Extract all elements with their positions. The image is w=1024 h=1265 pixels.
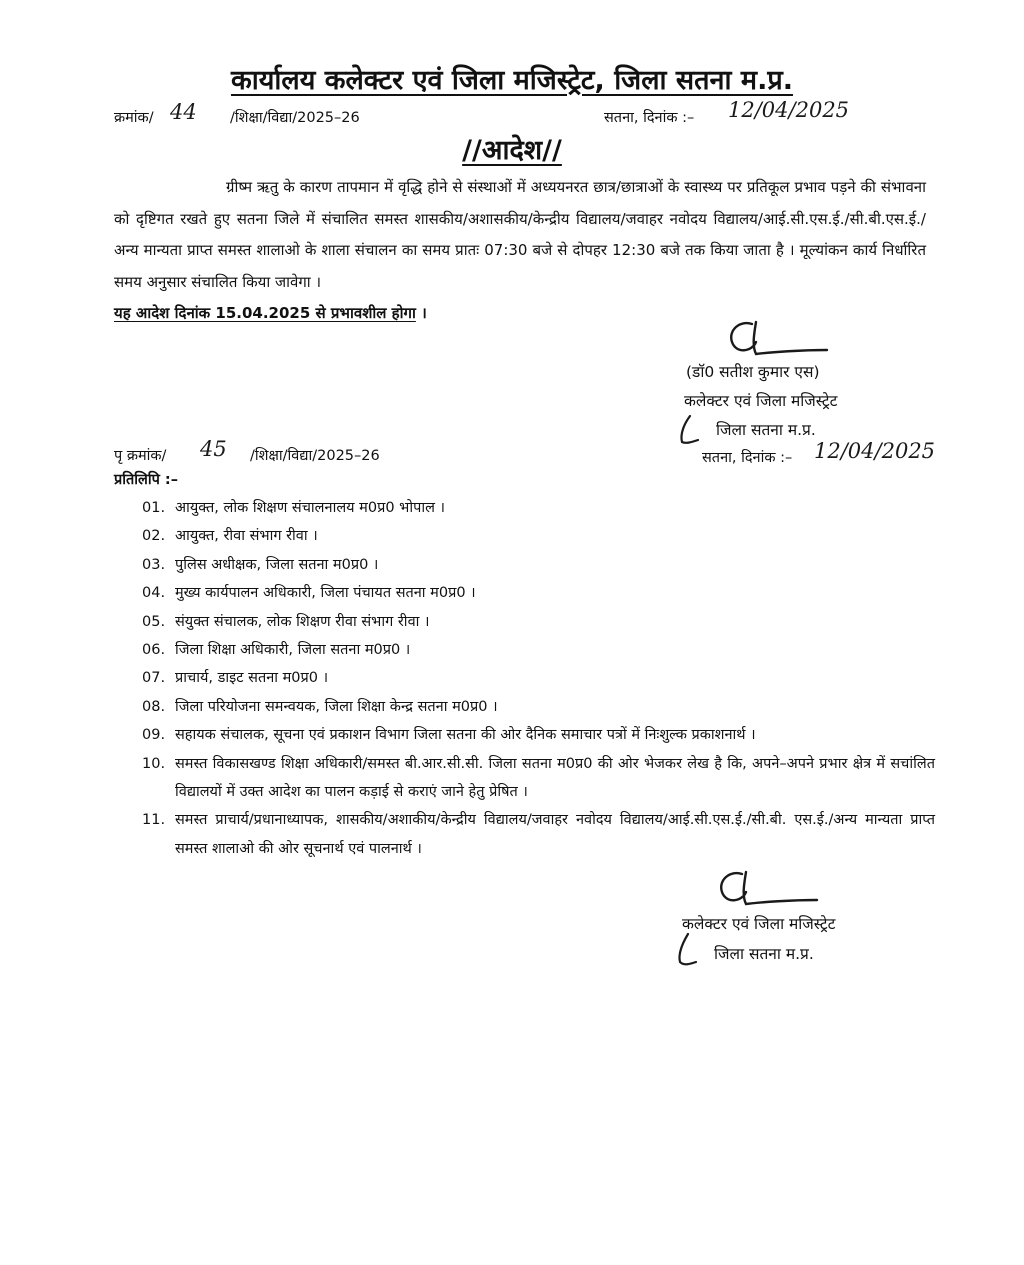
list-item <box>142 608 942 636</box>
signature-icon <box>712 866 822 912</box>
list-item <box>142 721 942 749</box>
signature-date-handwritten: 12/04/2025 <box>814 439 936 463</box>
initial-mark-icon <box>676 414 700 446</box>
list-item <box>142 494 942 522</box>
reference-suffix: /शिक्षा/विद्या/2025–26 <box>230 110 360 126</box>
signatory-designation-2: कलेक्टर एवं जिला मजिस्ट्रेट <box>682 915 836 933</box>
copy-reference-prefix: पृ क्रमांक/ <box>114 448 167 464</box>
initial-mark-icon <box>674 932 698 968</box>
list-item-number: 08. <box>142 698 166 715</box>
list-item <box>142 551 942 579</box>
copy-reference-suffix: /शिक्षा/विद्या/2025–26 <box>250 448 380 464</box>
signatory-designation: कलेक्टर एवं जिला मजिस्ट्रेट <box>684 392 838 410</box>
list-item <box>142 664 942 692</box>
list-item <box>142 636 942 664</box>
list-item-number: 05. <box>142 613 166 630</box>
list-item-text: आयुक्त, लोक शिक्षण संचालनालय म0प्र0 भोपाल । <box>175 500 446 516</box>
list-item-text: आयुक्त, रीवा संभाग रीवा । <box>175 528 318 545</box>
office-title: कार्यालय कलेक्टर एवं जिला मजिस्ट्रेट, जिला सतना म.प्र. <box>231 65 793 96</box>
order-heading: //आदेश// <box>462 135 562 166</box>
list-item-number: 07. <box>142 670 166 687</box>
signatory-district-2: जिला सतना म.प्र. <box>714 945 814 963</box>
copy-heading: प्रतिलिपि :– <box>114 472 178 488</box>
effective-date-end: । <box>415 304 427 322</box>
list-item-text: समस्त प्राचार्य/प्रधानाध्यापक, शासकीय/अशाकीय/केन्द्रीय विद्यालय/जवाहर नवोदय विद्यालय/आई.सी.एस.ई./सी.बी. एस.ई./अन्य मान्यता प्राप्त समस्त शालाओ की ओर सूचनार्थ एवं पालनार्थ । <box>175 812 935 857</box>
signature-place-date-label: सतना, दिनांक :– <box>702 450 793 466</box>
order-body: ग्रीष्म ऋतु के कारण तापमान में वृद्धि होने से संस्थाओं में अध्ययनरत छात्र/छात्राओं के स्वास्थ्य पर प्रतिकूल प्रभाव पड़ने की संभावना को दृष्टिगत रखते हुए सतना जिले में संचालित समस्त शासकीय/अशासकीय/केन्द्रीय विद्यालय/जवाहर नवोदय विद्यालय/आई.सी.एस.ई./सी.बी.एस.ई./अन्य मान्यता प्राप्त समस्त शालाओ के शाला संचालन का समय प्रातः 07:30 बजे से दोपहर 12:30 बजे तक किया जाता है । मूल्यांकन कार्य निर्धारित समय अनुसार संचालित किया जावेगा । <box>114 178 926 291</box>
reference-number-handwritten: 44 <box>170 100 197 124</box>
list-item-text: पुलिस अधीक्षक, जिला सतना म0प्र0 । <box>175 556 379 573</box>
list-item-number: 06. <box>142 642 166 659</box>
date-handwritten: 12/04/2025 <box>728 98 850 122</box>
list-item-text: जिला परियोजना समन्वयक, जिला शिक्षा केन्द्र सतना म0प्र0 । <box>175 698 498 715</box>
list-item-number: 11. <box>142 812 166 829</box>
list-item-number: 01. <box>142 500 166 516</box>
list-item <box>142 750 942 807</box>
reference-prefix: क्रमांक/ <box>114 110 154 126</box>
list-item-text: सहायक संचालक, सूचना एवं प्रकाशन विभाग जिला सतना की ओर दैनिक समाचार पत्रों में निःशुल्क प्रकाशनार्थ । <box>175 727 756 744</box>
list-item-text: प्राचार्य, डाइट सतना म0प्र0 । <box>175 670 329 687</box>
list-item-text: जिला शिक्षा अधिकारी, जिला सतना म0प्र0 । <box>175 642 411 659</box>
signature-icon <box>722 316 832 362</box>
list-item-number: 09. <box>142 727 166 744</box>
list-item-number: 03. <box>142 556 166 573</box>
list-item-number: 02. <box>142 528 166 545</box>
list-item-text: मुख्य कार्यपालन अधिकारी, जिला पंचायत सतना म0प्र0 । <box>175 585 476 602</box>
list-item <box>142 579 942 607</box>
list-item-text: संयुक्त संचालक, लोक शिक्षण रीवा संभाग रीवा । <box>175 613 430 630</box>
copy-recipients-list <box>142 494 942 863</box>
effective-date-line <box>114 303 427 323</box>
list-item <box>142 522 942 550</box>
list-item-number: 10. <box>142 755 166 772</box>
effective-date-text: यह आदेश दिनांक 15.04.2025 से प्रभावशील होगा <box>114 304 416 322</box>
signatory-name: (डॉ0 सतीश कुमार एस) <box>686 363 820 381</box>
list-item-number: 04. <box>142 585 166 602</box>
copy-reference-number-handwritten: 45 <box>200 437 227 461</box>
place-date-label: सतना, दिनांक :– <box>604 110 695 126</box>
signatory-district: जिला सतना म.प्र. <box>716 421 816 439</box>
list-item-text: समस्त विकासखण्ड शिक्षा अधिकारी/समस्त बी.आर.सी.सी. जिला सतना म0प्र0 की ओर भेजकर लेख है कि, अपने–अपने प्रभार क्षेत्र में सचांलित विद्यालयों में उक्त आदेश का पालन कड़ाई से कराएं जाने हेतु प्रेषित । <box>175 755 935 801</box>
list-item <box>142 806 942 863</box>
list-item <box>142 693 942 721</box>
